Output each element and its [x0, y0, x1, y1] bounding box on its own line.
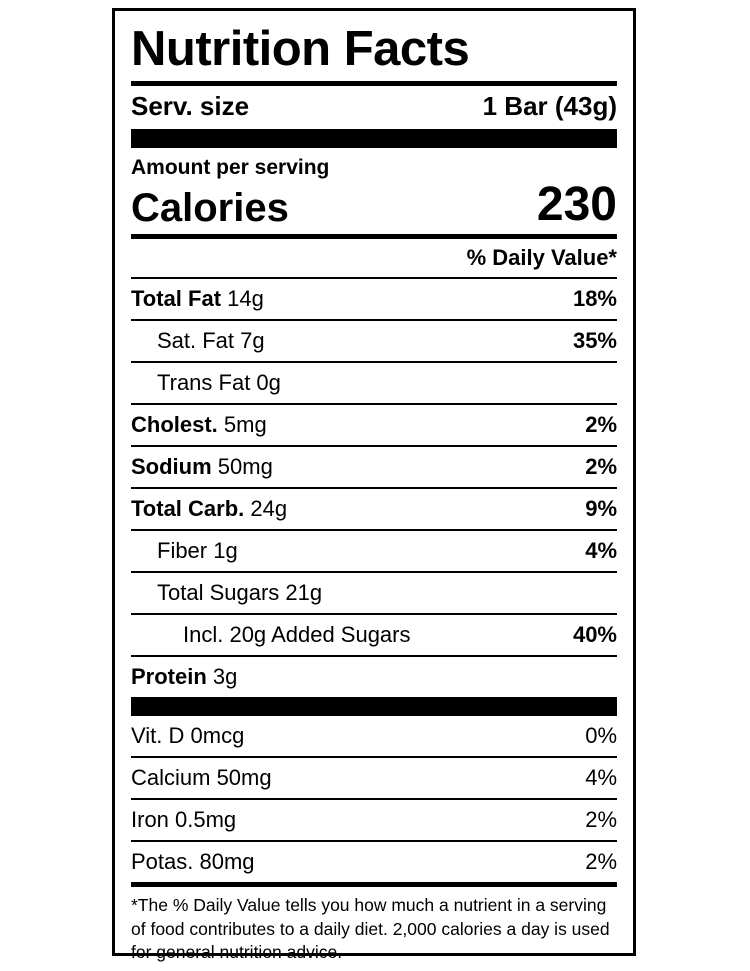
calories-row [131, 177, 617, 234]
vitamin-percent: 2% [585, 807, 617, 833]
vitamin-row [131, 716, 617, 756]
nutrient-row [131, 319, 617, 361]
nutrient-row [131, 487, 617, 529]
nutrient-row [131, 613, 617, 655]
nutrient-percent: 2% [585, 412, 617, 438]
nutrient-row [131, 445, 617, 487]
nutrient-name: Sat. Fat 7g [157, 328, 265, 354]
nutrient-percent: 9% [585, 496, 617, 522]
vitamin-row [131, 798, 617, 840]
nutrient-percent: 40% [572, 622, 617, 648]
nutrient-percent: 4% [585, 538, 617, 564]
serving-size-row [131, 86, 617, 129]
nutrient-name: Total Fat 14g [131, 286, 264, 312]
divider-thick-bottom [131, 697, 617, 716]
nutrient-name: Total Sugars 21g [157, 580, 323, 606]
page-title: Nutrition Facts [131, 22, 470, 76]
nutrient-name: Sodium 50mg [131, 454, 273, 480]
nutrient-name-bold: Cholest. [131, 412, 218, 438]
daily-value-header: % Daily Value* [466, 245, 617, 271]
divider-thick-top [131, 129, 617, 148]
serving-size-label: Serv. size [131, 90, 250, 121]
nutrition-facts-label [112, 8, 636, 962]
nutrient-list [131, 277, 617, 697]
calories-label: Calories [131, 186, 289, 231]
nutrient-name: Fiber 1g [157, 538, 238, 564]
nutrient-percent: 18% [572, 286, 617, 312]
nutrient-row [131, 277, 617, 319]
label-body [131, 22, 617, 964]
nutrient-name: Total Carb. 24g [131, 496, 288, 522]
nutrient-name: Cholest. 5mg [131, 412, 267, 438]
nutrient-name-bold: Total Fat [131, 286, 222, 312]
vitamin-list [131, 716, 617, 882]
nutrient-name-bold: Total Carb. [131, 496, 245, 522]
calories-value: 230 [536, 177, 617, 231]
vitamin-row [131, 756, 617, 798]
nutrient-row [131, 361, 617, 403]
nutrient-name-bold: Protein [131, 664, 207, 690]
nutrient-row [131, 655, 617, 697]
vitamin-row [131, 840, 617, 882]
vitamin-name: Calcium 50mg [131, 765, 272, 791]
vitamin-name: Vit. D 0mcg [131, 723, 245, 749]
serving-size-value: 1 Bar (43g) [482, 90, 617, 121]
footnote: *The % Daily Value tells you how much a nutrient in a serving of food contributes to a daily diet. 2,000 calories a day is used for general nutrition advice. [131, 882, 617, 964]
vitamin-name: Iron 0.5mg [131, 807, 237, 833]
nutrient-row [131, 403, 617, 445]
vitamin-percent: 4% [585, 765, 617, 791]
vitamin-name: Potas. 80mg [131, 849, 255, 875]
vitamin-percent: 2% [585, 849, 617, 875]
nutrient-row [131, 571, 617, 613]
vitamin-percent: 0% [585, 723, 617, 749]
nutrient-name: Incl. 20g Added Sugars [183, 622, 411, 648]
nutrient-name: Trans Fat 0g [157, 370, 281, 396]
nutrient-percent: 35% [572, 328, 617, 354]
amount-per-serving-label: Amount per serving [131, 155, 330, 179]
nutrient-percent: 2% [585, 454, 617, 480]
nutrient-name: Protein 3g [131, 664, 238, 690]
nutrient-name-bold: Sodium [131, 454, 212, 480]
nutrient-row [131, 529, 617, 571]
